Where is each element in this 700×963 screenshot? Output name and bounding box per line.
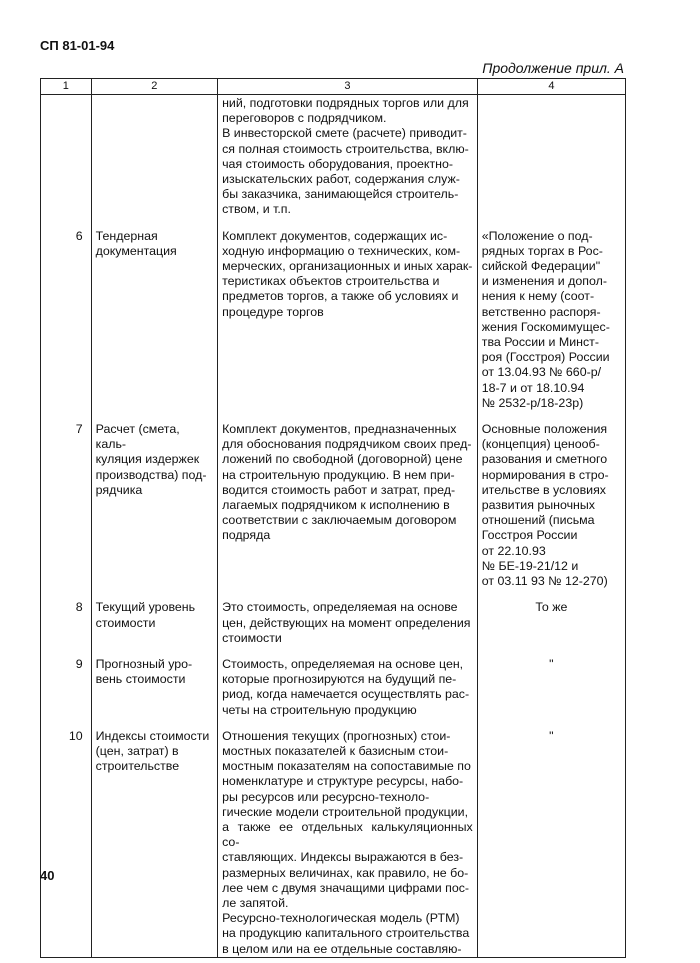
source: Основные положения (концепция) ценооб- разования и сметного нормирования в стро- ительстве в условиях развития рыночных отношений (письма Госстроя России от 22.10.93 № БЕ-19-21/12 и от 03.11 93 № 12-270) <box>477 421 625 599</box>
row-number: 6 <box>41 228 92 421</box>
column-header: 3 <box>218 79 478 95</box>
terms-table <box>40 78 626 958</box>
source: То же <box>477 599 625 656</box>
column-header: 4 <box>477 79 625 95</box>
definition: Комплект документов, предназначенных для обоснования подрядчиком своих пред- ложений по свободной (договорной) цене на строительную продукцию. В нем при- водится стоимость работ и затрат, пред- лагаемых подрядчиком к исполнению в соответствии с заключаемым договором подряда <box>218 421 478 599</box>
definition: Стоимость, определяемая на основе цен, которые прогнозируются на будущий пе- риод, когда намечается осуществлять рас- четы на строительную продукцию <box>218 656 478 728</box>
table-row <box>41 656 626 728</box>
continuation-label: Продолжение прил. А <box>482 60 624 76</box>
table-row <box>41 421 626 599</box>
table-row <box>41 228 626 421</box>
row-number: 7 <box>41 421 92 599</box>
term: Индексы стоимости (цен, затрат) в строительстве <box>91 728 217 958</box>
term: Текущий уровень стоимости <box>91 599 217 656</box>
column-header: 2 <box>91 79 217 95</box>
definition: Это стоимость, определяемая на основе цен, действующих на момент определения стоимости <box>218 599 478 656</box>
column-header-row <box>41 79 626 95</box>
term: Расчет (смета, каль- куляция издержек производства) под- рядчика <box>91 421 217 599</box>
document-code: СП 81-01-94 <box>40 38 115 53</box>
table-row <box>41 599 626 656</box>
source: " <box>477 656 625 728</box>
table-row <box>41 728 626 958</box>
row-number: 9 <box>41 656 92 728</box>
column-header: 1 <box>41 79 92 95</box>
term: Тендерная документация <box>91 228 217 421</box>
source <box>477 95 625 228</box>
definition: Отношения текущих (прогнозных) стои- мостных показателей к базисным стои- мостным показателям на сопоставимые по номенклатуре и структуре ресурсы, набо- ры ресурсов или ресурсно-техноло- гические модели строительной продукции, а также ее отдельных калькуляционных со- ставляющих. Индексы выражаются в без- размерных величинах, как правило, не бо- лее чем с двумя значащими цифрами пос- ле запятой. Ресурсно-технологическая модель (РТМ) на продукцию капитального строительства в целом или на ее отдельные составляю- <box>218 728 478 958</box>
term <box>91 95 217 228</box>
definition: Комплект документов, содержащих ис- ходную информацию о технических, ком- мерческих, организационных и иных харак- теристиках объектов строительства и предметов торгов, а также об условиях и процедуре торгов <box>218 228 478 421</box>
definition: ний, подготовки подрядных торгов или для переговоров с подрядчиком. В инвесторской смете (расчете) приводит- ся полная стоимость строительства, вклю- чая стоимость оборудования, проектно- изыскательских работ, содержания служ- бы заказчика, занимающейся строитель- ством, и т.п. <box>218 95 478 228</box>
page-number: 40 <box>40 868 55 883</box>
table-row <box>41 95 626 228</box>
row-number: 8 <box>41 599 92 656</box>
source: " <box>477 728 625 958</box>
row-number <box>41 95 92 228</box>
term: Прогнозный уро- вень стоимости <box>91 656 217 728</box>
source: «Положение о под- рядных торгах в Рос- сийской Федерации" и изменения и допол- нения к нему (соот- ветственно распоря- жения Госкомимущес- тва России и Минст- роя (Госстроя) России от 13.04.93 № 660-р/ 18-7 и от 18.10.94 № 2532-р/18-23р) <box>477 228 625 421</box>
row-number: 10 <box>41 728 92 958</box>
